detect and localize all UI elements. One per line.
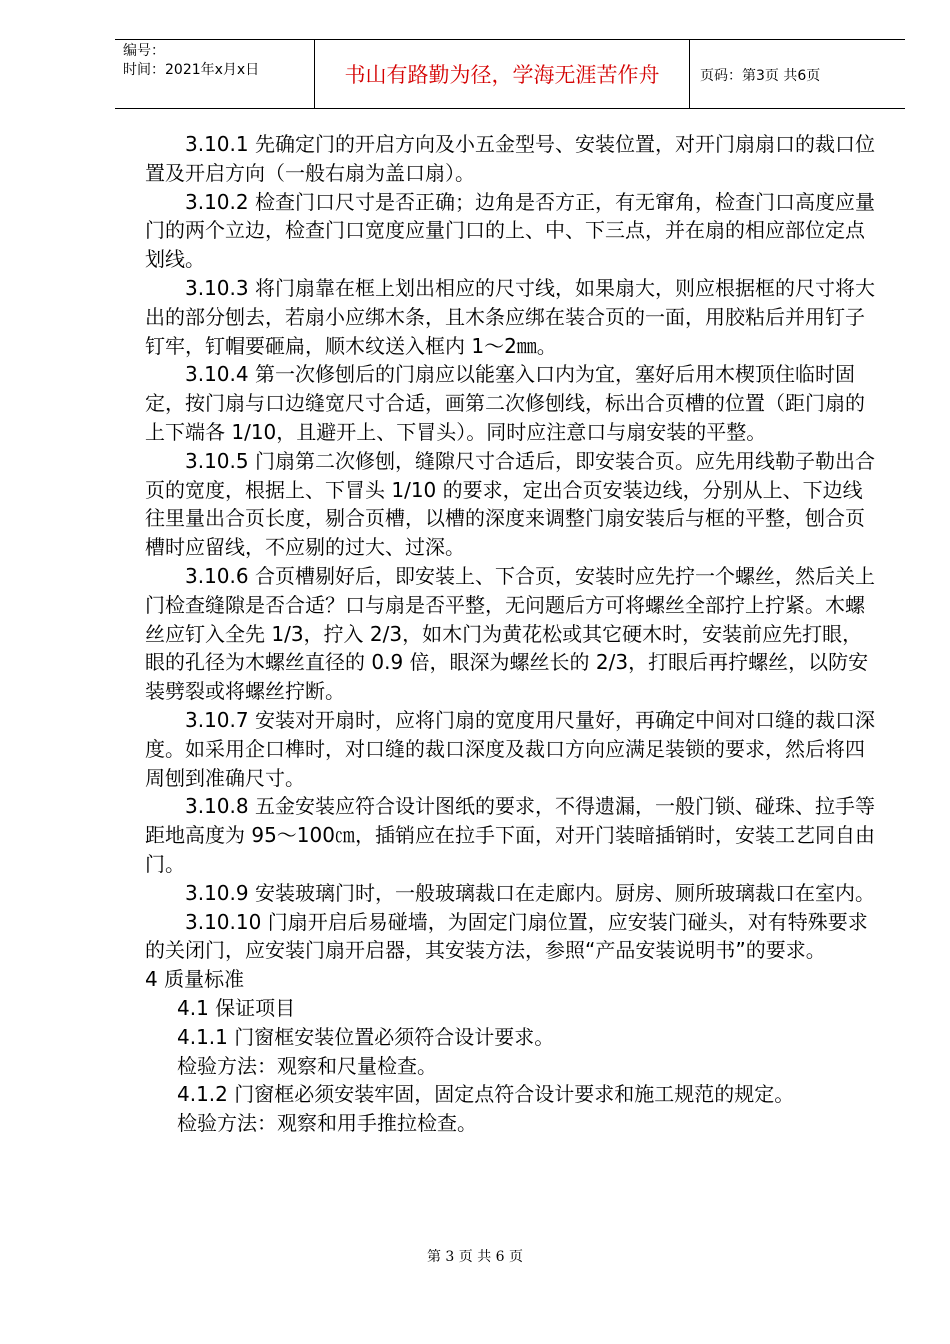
header-page-label: 页码：第3页 共6页 bbox=[700, 68, 821, 84]
time-label: 时间：2021年x月x日 bbox=[123, 62, 260, 78]
paragraph-3-10-7: 3.10.7 安装对开扇时，应将门扇的宽度用尺量好，再确定中间对口缝的裁口深度。如采用企口榫时，对口缝的裁口深度及裁口方向应满足装锁的要求，然后将四周刨到准确尺寸。 bbox=[145, 707, 875, 790]
paragraph-3-10-6: 3.10.6 合页槽剔好后，即安装上、下合页，安装时应先拧一个螺丝，然后关上门检查缝隙是否合适？口与扇是否平整，无问题后方可将螺丝全部拧上拧紧。木螺丝应钉入全先 1/3，拧入 2/3，如木门为黄花松或其它硬木时，安装前应先打眼，眼的孔径为木螺丝直径的 0.9 倍，眼深为螺丝长的 2/3，打眼后再拧螺丝，以防安装劈裂或将螺丝拧断。 bbox=[145, 563, 875, 704]
page-header bbox=[115, 39, 905, 109]
paragraph-4-1-1: 4.1.1 门窗框安装位置必须符合设计要求。 bbox=[177, 1024, 555, 1049]
header-motto: 书山有路勤为径，学海无涯苦作舟 bbox=[315, 40, 690, 108]
paragraph-3-10-8: 3.10.8 五金安装应符合设计图纸的要求，不得遗漏，一般门锁、碰珠、拉手等距地高度为 95～100㎝，插销应在拉手下面，对开门装暗插销时，安装工艺同自由门。 bbox=[145, 794, 875, 876]
paragraph-3-10-4: 3.10.4 第一次修刨后的门扇应以能塞入口内为宜，塞好后用木楔顶住临时固定，按门扇与口边缝宽尺寸合适，画第二次修刨线，标出合页槽的位置（距门扇的上下端各 1/10，且避开上、下冒头）。同时应注意口与扇安装的平整。 bbox=[145, 362, 865, 444]
paragraph-3-10-5: 3.10.5 门扇第二次修刨，缝隙尺寸合适后，即安装合页。应先用线勒子勒出合页的宽度，根据上、下冒头 1/10 的要求，定出合页安装边线，分别从上、下边线往里量出合页长度，剔合页槽，以槽的深度来调整门扇安装后与框的平整，刨合页槽时应留线，不应剔的过大、过深。 bbox=[145, 448, 875, 560]
document-body bbox=[145, 130, 875, 1138]
header-meta bbox=[115, 40, 315, 108]
inspection-method-2: 检验方法：观察和用手推拉检查。 bbox=[177, 1111, 477, 1136]
paragraph-3-10-2: 3.10.2 检查门口尺寸是否正确；边角是否方正，有无窜角，检查门口高度应量门的两个立边，检查门口宽度应量门口的上、中、下三点，并在扇的相应部位定点划线。 bbox=[145, 189, 875, 272]
paragraph-3-10-9: 3.10.9 安装玻璃门时，一般玻璃裁口在走廊内。厨房、厕所玻璃裁口在室内。 bbox=[185, 880, 875, 905]
paragraph-4-1-2: 4.1.2 门窗框必须安装牢固，固定点符合设计要求和施工规范的规定。 bbox=[177, 1082, 795, 1107]
page-footer: 第 3 页 共 6 页 bbox=[426, 1249, 524, 1265]
paragraph-3-10-10: 3.10.10 门扇开启后易碰墙，为固定门扇位置，应安装门碰头，对有特殊要求的关闭门，应安装门扇开启器，其安装方法，参照“产品安装说明书”的要求。 bbox=[145, 909, 868, 963]
serial-label: 编号： bbox=[123, 43, 165, 59]
section-heading-4: 4 质量标准 bbox=[145, 967, 245, 992]
inspection-method-1: 检验方法：观察和尺量检查。 bbox=[177, 1053, 437, 1078]
paragraph-3-10-3: 3.10.3 将门扇靠在框上划出相应的尺寸线，如果扇大，则应根据框的尺寸将大出的部分刨去，若扇小应绑木条，且木条应绑在装合页的一面，用胶粘后并用钉子钉牢，钉帽要砸扁，顺木纹送入框内 1～2㎜。 bbox=[145, 275, 875, 358]
paragraph-3-10-1: 3.10.1 先确定门的开启方向及小五金型号、安装位置，对开门扇扇口的裁口位置及开启方向（一般右扇为盖口扇）。 bbox=[145, 132, 875, 185]
section-heading-4-1: 4.1 保证项目 bbox=[177, 995, 296, 1020]
